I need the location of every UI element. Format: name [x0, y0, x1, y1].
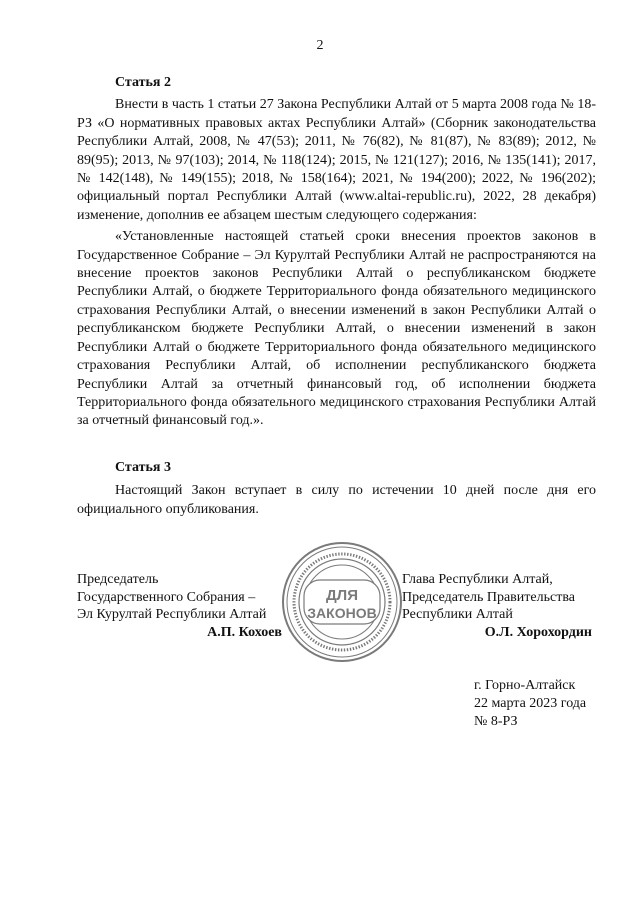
law-date: 22 марта 2023 года	[474, 696, 587, 711]
signature-head-name: О.Л. Хорохордин	[484, 624, 592, 640]
article-3-heading: Статья 3	[115, 460, 171, 475]
article-2-heading: Статья 2	[115, 75, 171, 90]
article-3	[77, 459, 596, 519]
law-number: № 8-РЗ	[474, 714, 518, 729]
article-2	[77, 74, 596, 431]
city: г. Горно-Алтайск	[474, 678, 576, 693]
article-2-quote: «Установленные настоящей статьей сроки внесения проектов законов в Государственное Собрание – Эл Курултай Республики Алтай не распространяются на внесение проектов законов Республики Алтай о республиканском бюджете Республики Алтай, о бюджете Территориального фонда обязательного медицинского страхования Республики Алтай, о внесении изменений в закон Республики Алтай о республиканском бюджете Республики Алтай, о внесении изменений в закон Республики Алтай о бюджете Территориального фонда обязательного медицинского страхования Республики Алтай, об исполнении республиканского бюджета Республики Алтай за отчетный финансовый год, об исполнении бюджета Территориального фонда обязательного медицинского страхования Республики Алтай за отчетный финансовый год.».	[77, 229, 596, 429]
article-2-intro: Внести в часть 1 статьи 27 Закона Республики Алтай от 5 марта 2008 года № 18-РЗ «О нормативных правовых актах Республики Алтай» (Сборник законодательства Республики Алтай, 2008, № 47(53); 2011, № 76(82), № 81(87), № 83(89); 2012, № 89(95); 2013, № 97(103); 2014, № 118(124); 2015, № 121(127); 2016, № 135(141); 2017, № 142(148), № 149(155); 2018, № 158(164); 2021, № 194(200); 2022, № 196(202); официальный портал Республики Алтай (www.altai-republic.ru), 2022, 28 декабря) изменение, дополнив ее абзацем шестым следующего содержания:	[77, 97, 596, 223]
page-number: 2	[316, 38, 324, 53]
signature-chairman-line2: Государственного Собрания –	[77, 589, 256, 605]
signature-chairman-line3: Эл Курултай Республики Алтай	[77, 607, 267, 622]
signature-chairman-name: А.П. Кохоев	[207, 624, 282, 640]
signature-head	[402, 571, 602, 641]
stamp-line2: ЗАКОНОВ	[307, 605, 377, 621]
article-3-text: Настоящий Закон вступает в силу по истечении 10 дней после дня его официального опубликования.	[77, 483, 596, 517]
signature-chairman	[77, 571, 282, 641]
place-and-date	[474, 677, 586, 731]
signature-chairman-line1: Председатель	[77, 572, 159, 587]
signature-head-line2: Председатель Правительства	[402, 589, 575, 605]
signature-head-line1: Глава Республики Алтай,	[402, 572, 553, 587]
signature-head-line3: Республики Алтай	[402, 607, 513, 622]
official-stamp	[280, 540, 404, 664]
stamp-line1: ДЛЯ	[326, 587, 358, 604]
